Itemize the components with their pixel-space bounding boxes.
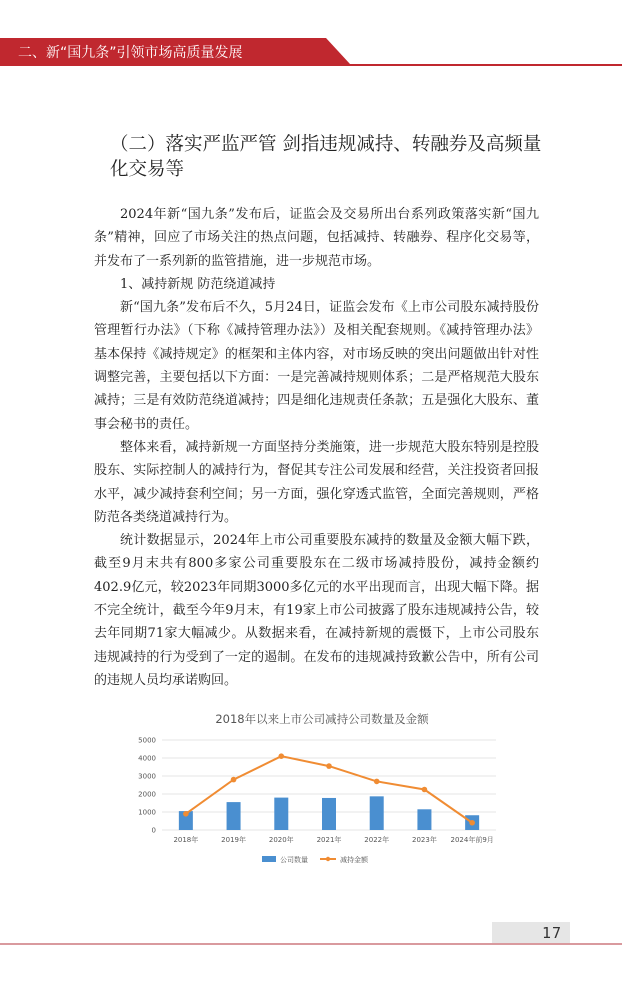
- paragraph: 新“国九条”发布后不久，5月24日，证监会发布《上市公司股东减持股份管理暂行办法》（下称《减持管理办法》）及相关配套规则。《减持管理办法》基本保持《减持规定》的框架和主体内容，对市场反映的突出问题做出针对性调整完善，主要包括以下方面：一是完善减持规则体系；二是严格规范大股东减持；三是有效防范绕道减持；四是细化违规责任条款；五是强化大股东、董事会秘书的责任。: [94, 300, 539, 432]
- subsection-heading: （二）落实严监严管 剑指违规减持、转融券及高频量化交易等: [110, 134, 542, 180]
- line-point: [326, 763, 332, 769]
- x-tick-label: 2024年前9月: [450, 836, 494, 844]
- legend-label: 公司数量: [280, 856, 308, 864]
- page-number: 17: [541, 924, 562, 942]
- chart: [112, 710, 512, 880]
- page-number-box: [492, 922, 570, 944]
- section-banner: [0, 38, 350, 64]
- y-tick-label: 5000: [138, 736, 156, 745]
- legend-line-marker: [326, 857, 330, 861]
- bar: [322, 798, 336, 830]
- legend-label: 减持金额: [340, 856, 368, 864]
- y-tick-label: 3000: [138, 772, 156, 781]
- line-point: [183, 811, 189, 817]
- y-tick-label: 4000: [138, 754, 156, 763]
- footer-rule: [0, 943, 622, 945]
- bar: [274, 798, 288, 830]
- x-tick-label: 2023年: [412, 836, 437, 844]
- line-point: [231, 777, 237, 783]
- y-tick-label: 0: [151, 826, 156, 835]
- bar: [227, 802, 241, 830]
- line-point: [422, 787, 428, 793]
- y-tick-label: 2000: [138, 790, 156, 799]
- chart-title: 2018年以来上市公司减持公司数量及金额: [215, 712, 429, 726]
- x-tick-label: 2019年: [221, 836, 246, 844]
- line-point: [278, 753, 284, 759]
- paragraph: 统计数据显示，2024年上市公司重要股东减持的数量及金额大幅下跌，截至9月末共有800多家公司重要股东在二级市场减持股份，减持金额约402.9亿元，较2023年同期3000多亿元的水平出现而言，出现大幅下降。据不完全统计，截至今年9月末，有19家上市公司披露了股东违规减持公告，较去年同期71家大幅减少。从数据来看，在减持新规的震慑下，上市公司股东违规减持的行为受到了一定的遏制。在发布的违规减持致歉公告中，所有公司的违规人员均承诺购回。: [94, 533, 539, 688]
- paragraph: 2024年新“国九条”发布后，证监会及交易所出台系列政策落实新“国九条”精神，回应了市场关注的热点问题，包括减持、转融券、程序化交易等，并发布了一系列新的监管措施，进一步规范市场。: [94, 207, 539, 269]
- y-tick-label: 1000: [138, 808, 156, 817]
- line-point: [374, 779, 380, 785]
- x-tick-label: 2021年: [316, 836, 342, 844]
- x-tick-label: 2018年: [173, 836, 199, 844]
- bar: [417, 809, 431, 830]
- x-tick-label: 2022年: [364, 836, 390, 844]
- section-title: 二、新“国九条”引领市场高质量发展: [18, 45, 243, 61]
- line-point: [469, 820, 475, 826]
- legend-bar-swatch: [262, 856, 276, 862]
- subheading: 1、减持新规 防范绕道减持: [120, 276, 276, 292]
- chart-svg: [112, 710, 512, 880]
- header-rule: [0, 64, 622, 66]
- bar: [370, 796, 384, 830]
- body-text: [94, 203, 539, 692]
- x-tick-label: 2020年: [268, 836, 294, 844]
- paragraph: 整体来看，减持新规一方面坚持分类施策，进一步规范大股东特别是控股股东、实际控制人的减持行为，督促其专注公司发展和经营，关注投资者回报水平，减少减持套利空间；另一方面，强化穿透式监管，全面完善规则，严格防范各类绕道减持行为。: [94, 439, 539, 525]
